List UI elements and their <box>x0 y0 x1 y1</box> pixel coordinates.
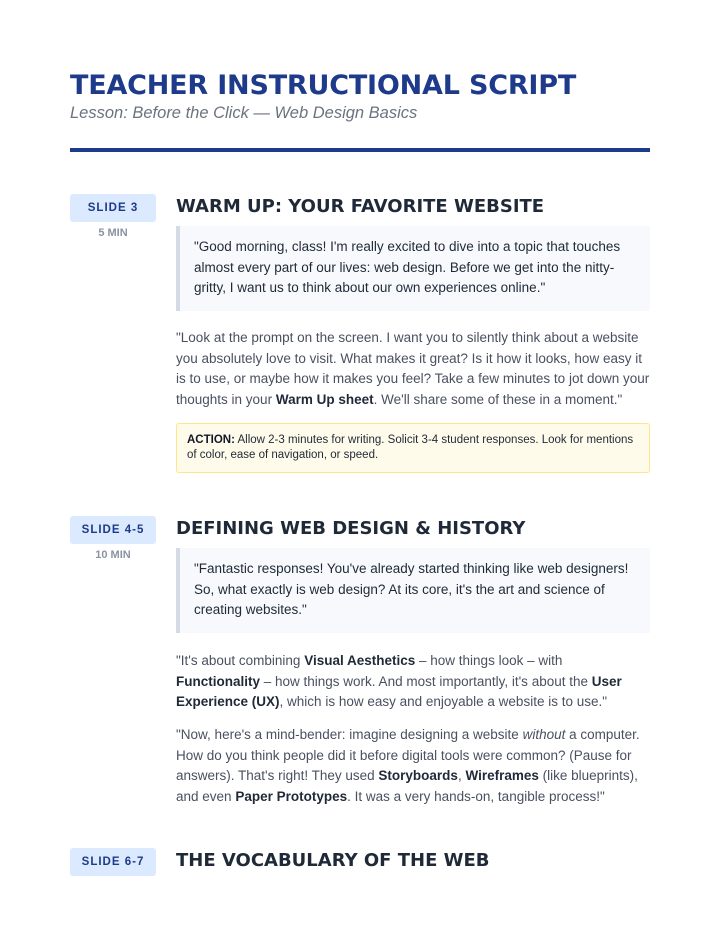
script-paragraph: "It's about combining Visual Aesthetics – how things look – with Functionality – how things work. And most importantly, it's about the User Experience (UX), which is how easy and enjoyable a website is to use." <box>176 653 622 709</box>
section-heading: THE VOCABULARY OF THE WEB <box>176 850 490 871</box>
slide-badge: SLIDE 4-5 <box>70 516 156 544</box>
script-quote: "Good morning, class! I'm really excited to dive into a topic that touches almost every part of our lives: web design. Before we get into the nitty-gritty, I want us to think about our own experiences online." <box>176 226 650 311</box>
action-note <box>176 423 650 473</box>
title-divider <box>70 148 650 152</box>
slide-duration: 5 MIN <box>98 227 128 239</box>
script-paragraph: "Now, here's a mind-bender: imagine designing a website without a computer. How do you think people did it before digital tools were common? (Pause for answers). That's right! They used Storyboards, Wireframes (like blueprints), and even Paper Prototypes. It was a very hands-on, tangible process!" <box>176 727 640 804</box>
slide-badge: SLIDE 6-7 <box>70 848 156 876</box>
slide-duration: 10 MIN <box>95 549 131 561</box>
script-paragraph: "Look at the prompt on the screen. I want you to silently think about a website you absolutely love to visit. What makes it great? Is it how it looks, how easy it is to use, or maybe how it makes you feel? Take a few minutes to jot down your thoughts in your Warm Up sheet. We'll share some of these in a moment." <box>176 330 650 407</box>
section-heading: DEFINING WEB DESIGN & HISTORY <box>176 518 526 539</box>
document-title: TEACHER INSTRUCTIONAL SCRIPT <box>70 70 577 101</box>
script-quote: "Fantastic responses! You've already started thinking like web designers! So, what exactly is web design? At its core, it's the art and science of creating websites." <box>176 548 650 633</box>
section-heading: WARM UP: YOUR FAVORITE WEBSITE <box>176 196 545 217</box>
action-text: Allow 2-3 minutes for writing. Solicit 3-4 student responses. Look for mentions of color, ease of navigation, or speed. <box>187 434 634 461</box>
action-label: ACTION: <box>187 434 235 446</box>
slide-badge: SLIDE 3 <box>70 194 156 222</box>
lesson-subtitle: Lesson: Before the Click — Web Design Basics <box>70 104 418 122</box>
